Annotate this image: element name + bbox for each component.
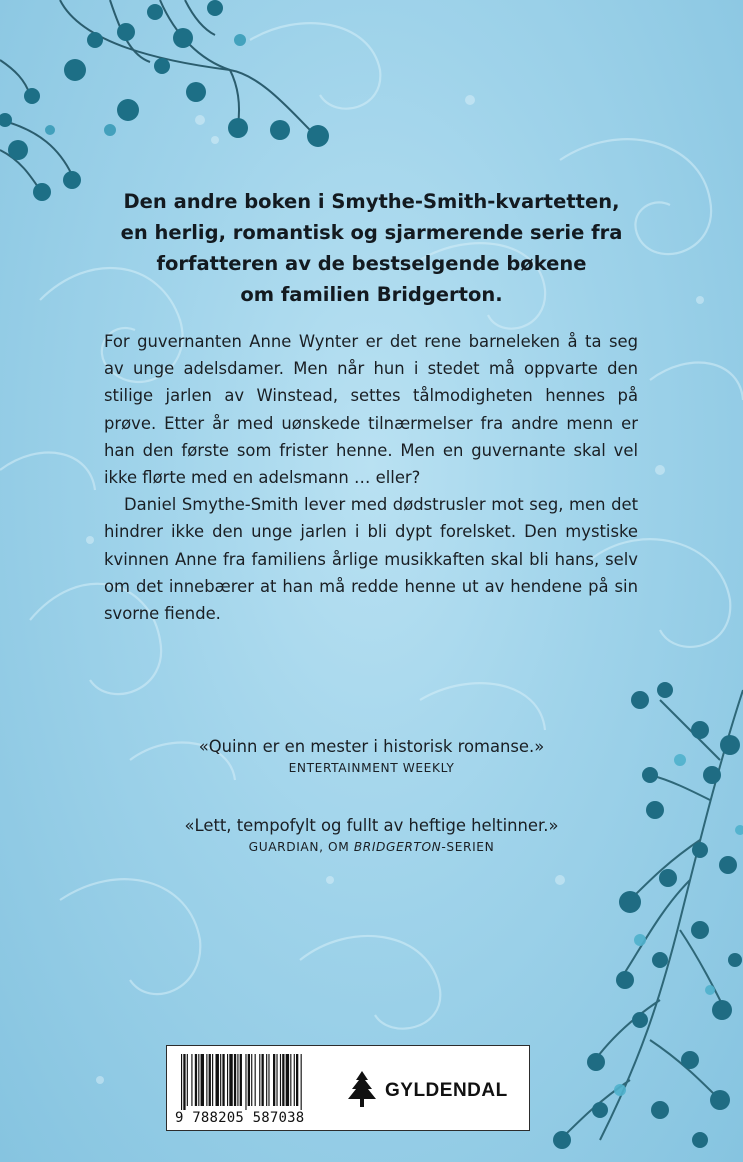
blurb-paragraph: For guvernanten Anne Wynter er det rene barneleken å ta seg av unge adelsdamer. Men når hun i stedet må oppvarte den stilige jarlen av Winstead, settes tålmodigheten hennes på prøve. Etter år med uønskede tilnærmelser fra andre menn er han den første som frister henne. Men en guvernante skal vel ikke flørte med en adelsmann … eller?	[104, 332, 638, 488]
barcode-bar	[198, 1054, 199, 1106]
barcode-bar	[212, 1054, 213, 1106]
barcode-bar	[262, 1054, 264, 1106]
barcode-bar	[294, 1054, 295, 1106]
barcode-bar	[209, 1054, 211, 1106]
barcode-bar	[181, 1054, 182, 1110]
blurb-paragraph: Daniel Smythe-Smith lever med dødstrusler mot seg, men det hindrer ikke den unge jarlen i bli dypt forelsket. Den mystiske kvinnen Anne fra familiens årlige musikkaften skal bli hans, selv om det innebærer at han må redde henne ut av hendene på sin svorne fiende.	[104, 495, 638, 624]
barcode-bar	[237, 1054, 238, 1106]
tagline-line: forfatteren av de bestselgende bøkene	[156, 252, 587, 275]
quote-text: «Quinn er en mester i historisk romanse.»	[198, 737, 545, 756]
review-quote	[0, 815, 743, 856]
barcode-bar	[206, 1054, 207, 1106]
barcode-bar	[195, 1054, 197, 1106]
barcode-panel	[166, 1045, 530, 1131]
barcode-bar	[259, 1054, 260, 1106]
barcode-bar	[276, 1054, 277, 1106]
tagline-line: en herlig, romantisk og sjarmerende serie fra	[120, 221, 623, 244]
spruce-tree-icon	[345, 1070, 379, 1110]
quote-source	[0, 838, 743, 856]
barcode-bar	[286, 1054, 289, 1106]
barcode-bar	[201, 1054, 204, 1106]
barcode-bar	[220, 1054, 221, 1106]
quote-source: ENTERTAINMENT WEEKLY	[288, 761, 455, 775]
barcode-bar	[273, 1054, 275, 1106]
barcode-bar	[268, 1054, 269, 1106]
barcode	[179, 1054, 349, 1110]
barcode-bar	[251, 1054, 252, 1106]
isbn-digits: 9 788205 587038	[175, 1110, 305, 1126]
tagline-line: Den andre boken i Smythe-Smith-kvartetten,	[123, 190, 620, 213]
barcode-bar	[229, 1054, 232, 1106]
barcode-bar	[280, 1054, 281, 1106]
barcode-bar	[183, 1054, 185, 1110]
barcode-bar	[301, 1054, 302, 1110]
barcode-bar	[187, 1054, 188, 1106]
quote-source-prefix: GUARDIAN, OM	[248, 840, 354, 854]
barcode-bar	[248, 1054, 250, 1106]
barcode-bar	[191, 1054, 192, 1106]
barcode-bar	[234, 1054, 236, 1106]
barcode-bar	[296, 1054, 298, 1106]
barcode-bar	[227, 1054, 228, 1106]
tagline	[0, 186, 743, 310]
barcode-bar	[255, 1054, 256, 1106]
publisher-name: GYLDENDAL	[385, 1080, 508, 1101]
barcode-bar	[216, 1054, 219, 1106]
barcode-bar	[222, 1054, 224, 1106]
quote-source-suffix: -SERIEN	[441, 840, 495, 854]
quote-source-series: BRIDGERTON	[353, 840, 442, 854]
barcode-bar	[290, 1054, 291, 1106]
review-quote	[0, 736, 743, 777]
tagline-line: om familien Bridgerton.	[240, 283, 503, 306]
quote-text: «Lett, tempofylt og fullt av heftige heltinner.»	[184, 816, 559, 835]
barcode-bar	[282, 1054, 284, 1106]
barcode-bar	[266, 1054, 267, 1106]
publisher-logo	[345, 1070, 527, 1110]
blurb	[104, 328, 638, 627]
barcode-bar	[240, 1054, 242, 1106]
barcode-bar	[245, 1054, 246, 1110]
